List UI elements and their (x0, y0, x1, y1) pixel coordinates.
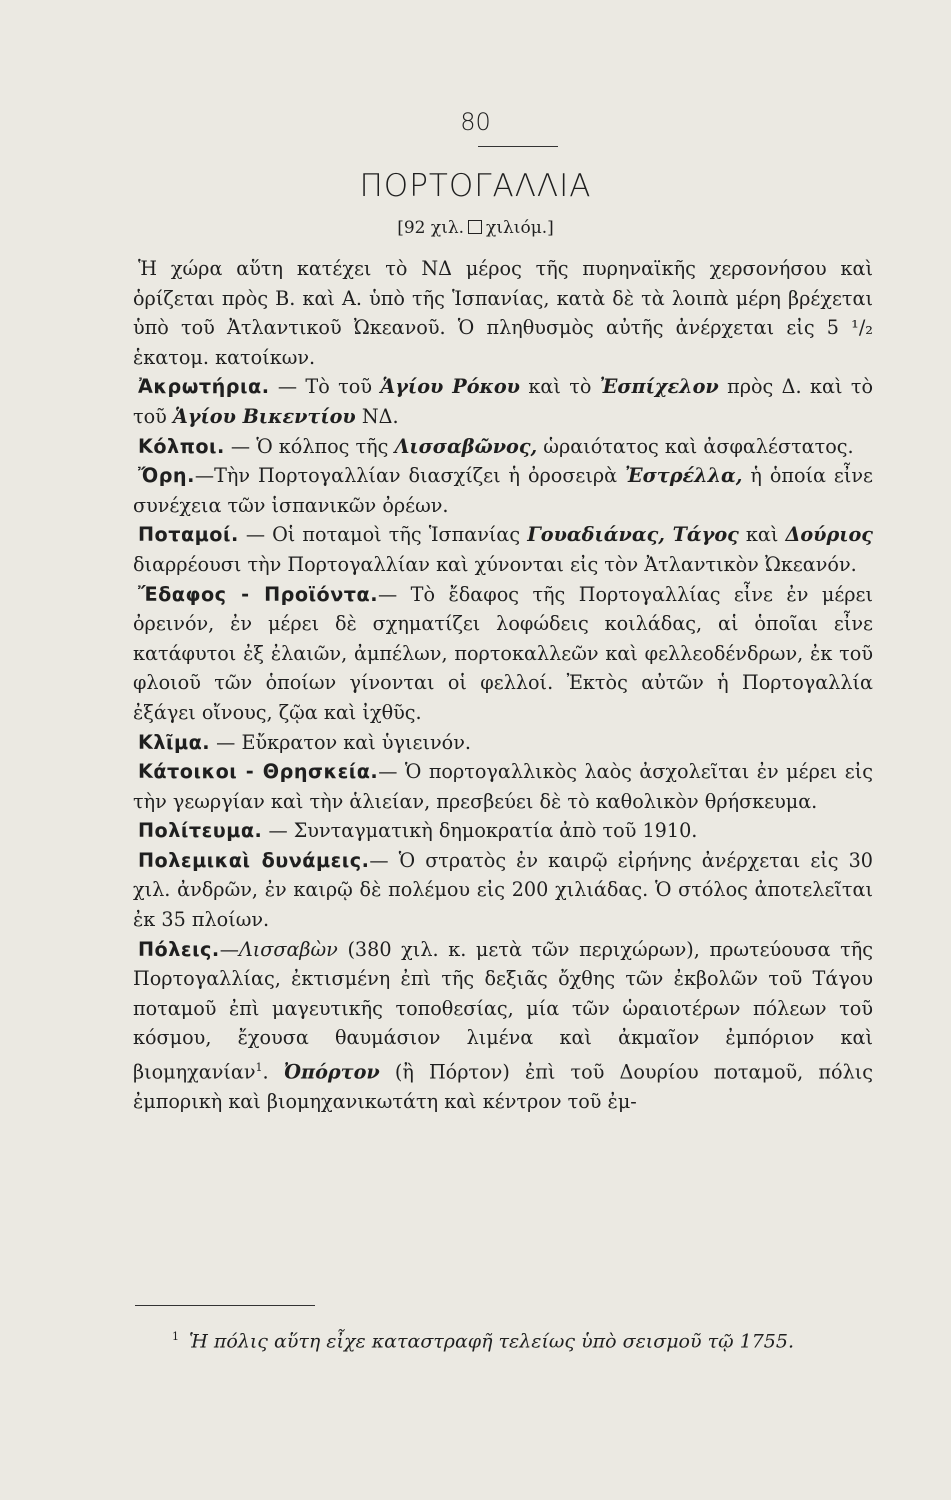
section-heading: Ποταμοί. (138, 523, 239, 547)
page-number-rule (478, 146, 558, 147)
text: (380 χιλ. κ. μετὰ τῶν περιχώρων), πρωτεύουσα τῆς Πορτογαλλίας, ἐκτισμένη ἐπὶ τῆς δεξιᾶς ὄχθης τῶν ἐκβολῶν τοῦ Τάγου ποταμοῦ ἐπὶ μαγευτικῆς τοποθεσίας, μία τῶν ὡραιοτέρων πόλεων τοῦ κόσμου, ἔχουσα θαυμάσιον λιμένα καὶ ἀκμαῖον ἐμπόριον καὶ βιομηχανίαν (133, 937, 873, 1084)
section-heading: Ὄρη. (138, 464, 195, 488)
place-name: Ἁγίου Βικεντίου (172, 404, 356, 428)
text: — (219, 937, 239, 961)
footnote-text: Ἡ πόλις αὕτη εἶχε καταστραφῆ τελείως ὑπὸ σεισμοῦ τῷ 1755. (189, 1330, 795, 1353)
place-name: Ἐστρέλλα, (625, 464, 743, 488)
text: . (262, 1060, 284, 1084)
text: —Τὴν Πορτογαλλίαν διασχίζει ἡ ὀροσειρὰ (194, 464, 626, 488)
section-katoikoi (133, 757, 873, 816)
body-text (133, 254, 873, 1117)
place-name: Γουαδιάνας, Τάγος (527, 523, 739, 547)
place-name: Ἁγίου Ρόκου (380, 375, 520, 399)
text: ἡ ὁποία εἶνε συνέχεια τῶν ἱσπανικῶν ὀρέων. (133, 464, 873, 517)
section-akrotiria (133, 372, 873, 431)
text: — Εὔκρατον καὶ ὑγιεινόν. (210, 730, 471, 754)
section-klima (133, 728, 873, 758)
place-name: Ὀπόρτον (283, 1060, 380, 1084)
section-heading: Πολίτευμα. (138, 819, 263, 843)
section-poleis (133, 935, 873, 1117)
subtitle-open: [92 χιλ. (397, 218, 465, 238)
section-heading: Κλῖμα. (138, 730, 211, 754)
footnote-ref: 1 (255, 1061, 263, 1075)
section-polemikai (133, 846, 873, 935)
section-heading: Κάτοικοι - Θρησκεία. (138, 760, 379, 784)
text: — Ὁ πορτογαλλικὸς λαὸς ἀσχολεῖται ἐν μέρει εἰς τὴν γεωργίαν καὶ τὴν ἁλιείαν, πρεσβεύει δὲ τὸ καθολικὸν θρήσκευμα. (133, 760, 874, 813)
text: καὶ (738, 523, 786, 547)
text: — Ὁ κόλπος τῆς (224, 434, 395, 458)
section-heading: Πολεμικαὶ δυνάμεις. (138, 848, 370, 872)
section-heading: Ἔδαφος - Προϊόντα. (138, 582, 379, 606)
place-name: Λισσαβὼν (238, 937, 338, 961)
section-ori (133, 461, 873, 520)
place-name: Λισσαβῶνος, (394, 434, 538, 458)
text: — Τὸ τοῦ (269, 375, 381, 399)
text: — Ὁ στρατὸς ἐν καιρῷ εἰρήνης ἀνέρχεται εἰς 30 χιλ. ἀνδρῶν, ἐν καιρῷ δὲ πολέμου εἰς 200 χιλιάδας. Ὁ στόλος ἀποτελεῖται ἐκ 35 πλοίων. (133, 848, 874, 932)
section-heading: Πόλεις. (138, 937, 220, 961)
text: πρὸς Δ. καὶ τὸ τοῦ (133, 375, 874, 428)
footnote-mark: 1 (172, 1330, 179, 1343)
square-symbol-icon (468, 220, 482, 234)
text: ὡραιότατος καὶ ἀσφαλέστατος. (537, 434, 854, 458)
section-politeuma (133, 816, 873, 846)
section-kolpoi (133, 432, 873, 462)
section-heading: Ἀκρωτήρια. (138, 375, 270, 399)
subtitle-close: χιλιόμ.] (486, 218, 554, 238)
section-edafos (133, 580, 873, 728)
text: καὶ τὸ (520, 375, 600, 399)
text: διαρρέουσι τὴν Πορτογαλλίαν καὶ χύνονται εἰς τὸν Ἀτλαντικὸν Ὠκεανόν. (133, 552, 857, 576)
text: ΝΔ. (355, 404, 399, 428)
footnote-rule (135, 1305, 315, 1306)
text: — Συνταγματικὴ δημοκρατία ἀπὸ τοῦ 1910. (262, 819, 698, 843)
section-heading: Κόλποι. (138, 434, 225, 458)
page-title: ΠΟΡΤΟΓΑΛΛΙΑ (359, 168, 592, 204)
place-name: Ἐσπίχελον (599, 375, 719, 399)
section-potamoi (133, 520, 873, 579)
place-name: Δούριος (785, 523, 873, 547)
footnote (172, 1330, 872, 1352)
intro-paragraph: Ἡ χώρα αὕτη κατέχει τὸ ΝΔ μέρος τῆς πυρηναϊκῆς χερσονήσου καὶ ὁρίζεται πρὸς Β. καὶ Α. ὑπὸ τῆς Ἱσπανίας, κατὰ δὲ τὰ λοιπὰ μέρη βρέχεται ὑπὸ τοῦ Ἀτλαντικοῦ Ὠκεανοῦ. Ὁ πληθυσμὸς αὐτῆς ἀνέρχεται εἰς 5 ¹/₂ ἑκατομ. κατοίκων. (133, 257, 873, 369)
text: — Τὸ ἔδαφος τῆς Πορτογαλλίας εἶνε ἐν μέρει ὀρεινόν, ἐν μέρει δὲ σχηματίζει λοφώδεις κοιλάδας, αἱ ὁποῖαι εἶνε κατάφυτοι ἐξ ἐλαιῶν, ἀμπέλων, πορτοκαλλεῶν καὶ φελλεοδένδρων, ἐκ τοῦ φλοιοῦ τῶν ὁποίων γίνονται οἱ φελλοί. Ἐκτὸς αὐτῶν ἡ Πορτογαλλία ἐξάγει οἴνους, ζῷα καὶ ἰχθῦς. (133, 582, 873, 724)
text: — Οἱ ποταμοὶ τῆς Ἱσπανίας (238, 523, 528, 547)
subtitle (0, 218, 951, 238)
page-number: 80 (460, 108, 491, 136)
text: (ἢ Πόρτον) ἐπὶ τοῦ Δουρίου ποταμοῦ, πόλις ἐμπορικὴ καὶ βιομηχανικωτάτη καὶ κέντρον τοῦ ἐμ- (133, 1060, 873, 1114)
